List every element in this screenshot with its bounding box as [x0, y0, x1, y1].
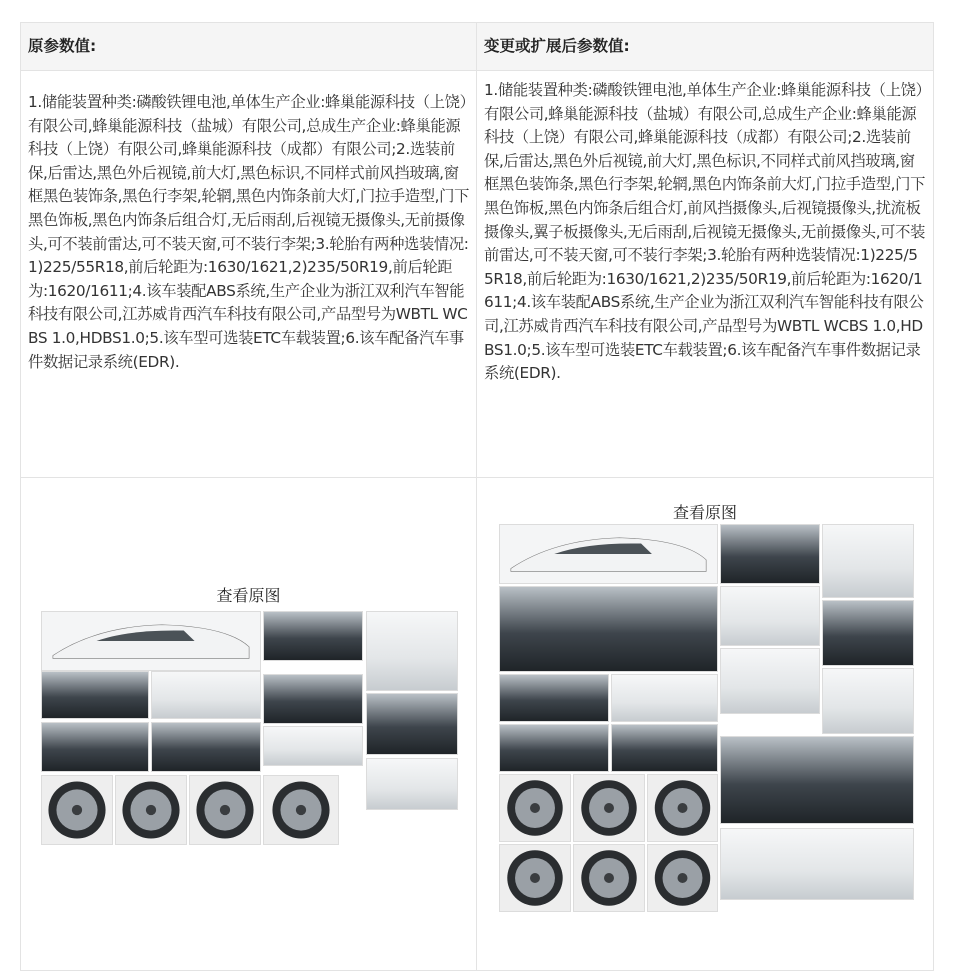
vehicle-photo	[499, 724, 609, 772]
vehicle-photo	[366, 758, 458, 810]
vehicle-photo	[366, 611, 458, 691]
vehicle-photo	[611, 724, 718, 772]
vehicle-photo	[263, 674, 363, 724]
vehicle-photo	[822, 668, 914, 734]
original-image-cell	[21, 478, 477, 971]
vehicle-photo	[263, 611, 363, 661]
vehicle-photo	[499, 586, 718, 672]
vehicle-photo	[720, 586, 820, 646]
wheel-photo	[499, 844, 571, 912]
vehicle-photo	[720, 648, 820, 714]
wheel-photo	[499, 774, 571, 842]
wheel-photo	[189, 775, 261, 845]
vehicle-photo	[611, 674, 718, 722]
wheel-photo	[573, 774, 645, 842]
wheel-photo	[263, 775, 339, 845]
vehicle-photo	[822, 524, 914, 598]
text-row	[21, 71, 934, 478]
vehicle-photo	[151, 671, 261, 719]
vehicle-photo	[366, 693, 458, 755]
image-row	[21, 478, 934, 971]
original-params-text: 1.储能装置种类:磷酸铁锂电池,单体生产企业:蜂巢能源科技（上饶）有限公司,蜂巢能源科技（盐城）有限公司,总成生产企业:蜂巢能源科技（上饶）有限公司,蜂巢能源科技（成都）有限公司;2.选装前保,后雷达,黑色外后视镜,前大灯,黑色标识,不同样式前风挡玻璃,窗框黑色装饰条,黑色行李架,轮辋,黑色内饰条前大灯,门拉手造型,门下黑色饰板,黑色内饰条后组合灯,无后雨刮,后视镜无摄像头,无前摄像头,可不装前雷达,可不装天窗,可不装行李架;3.轮胎有两种选装情况:1)225/55R18,前后轮距为:1630/1621,2)235/50R19,前后轮距为:1620/1611;4.该车装配ABS系统,生产企业为浙江双利汽车智能科技有限公司,江苏威肯西汽车科技有限公司,产品型号为WBTL WCBS 1.0,HDBS1.0;5.该车型可选装ETC车载装置;6.该车配备汽车事件数据记录系统(EDR).	[21, 71, 477, 478]
vehicle-photo	[499, 524, 718, 584]
view-original-link-left[interactable]: 查看原图	[216, 586, 281, 605]
vehicle-photo	[41, 611, 261, 671]
changed-image-cell	[477, 478, 934, 971]
wheel-photo	[41, 775, 113, 845]
original-value-header: 原参数值:	[21, 23, 477, 71]
vehicle-photo	[499, 674, 609, 722]
param-table-wrapper	[20, 22, 933, 969]
changed-params-text: 1.储能装置种类:磷酸铁锂电池,单体生产企业:蜂巢能源科技（上饶）有限公司,蜂巢能源科技（盐城）有限公司,总成生产企业:蜂巢能源科技（上饶）有限公司,蜂巢能源科技（成都）有限公司;2.选装前保,后雷达,黑色外后视镜,前大灯,黑色标识,不同样式前风挡玻璃,窗框黑色装饰条,黑色行李架,轮辋,黑色内饰条前大灯,门拉手造型,门下黑色饰板,黑色内饰条后组合灯,前风挡摄像头,后视镜摄像头,扰流板摄像头,翼子板摄像头,无后雨刮,后视镜无摄像头,无前摄像头,可不装前雷达,可不装天窗,可不装行李架;3.轮胎有两种选装情况:1)225/55R18,前后轮距为:1630/1621,2)235/50R19,前后轮距为:1620/1611;4.该车装配ABS系统,生产企业为浙江双利汽车智能科技有限公司,江苏威肯西汽车科技有限公司,产品型号为WBTL WCBS 1.0,HDBS1.0;5.该车型可选装ETC车载装置;6.该车配备汽车事件数据记录系统(EDR).	[477, 71, 934, 478]
vehicle-photo	[720, 524, 820, 584]
vehicle-photo	[720, 828, 914, 900]
vehicle-photo	[263, 726, 363, 766]
changed-value-header: 变更或扩展后参数值:	[477, 23, 934, 71]
wheel-photo	[115, 775, 187, 845]
vehicle-photo	[41, 722, 149, 772]
vehicle-photo	[720, 736, 914, 824]
vehicle-photo	[41, 671, 149, 719]
wheel-photo	[573, 844, 645, 912]
vehicle-photo	[151, 722, 261, 772]
header-row	[21, 23, 934, 71]
vehicle-photo	[822, 600, 914, 666]
wheel-photo	[647, 844, 718, 912]
view-original-link-right[interactable]: 查看原图	[672, 503, 737, 522]
param-table	[20, 22, 934, 971]
wheel-photo	[647, 774, 718, 842]
